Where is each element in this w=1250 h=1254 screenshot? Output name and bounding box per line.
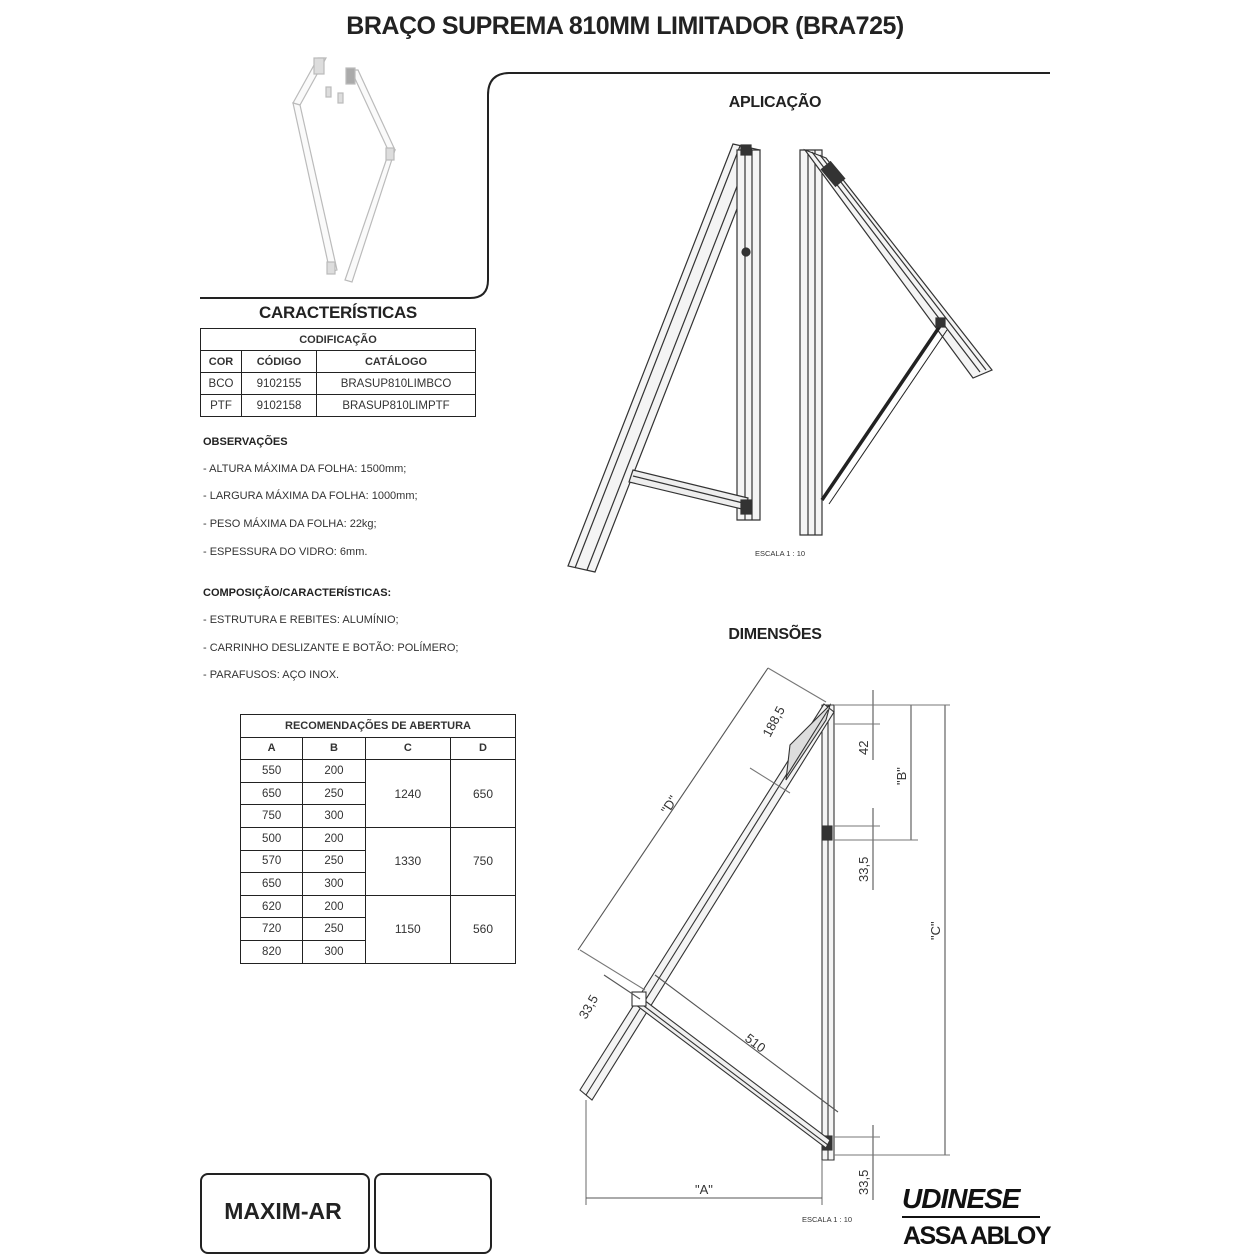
brand-sub-logo: ASSA ABLOY	[903, 1222, 1051, 1250]
dim-b-top-label: 42	[856, 740, 871, 755]
composicao-heading: COMPOSIÇÃO/CARACTERÍSTICAS:	[203, 587, 392, 599]
recomendacoes-table	[240, 714, 516, 964]
table-row: PTF 9102158 BRASUP810LIMPTF	[201, 395, 476, 417]
table-row: 820 300	[241, 940, 516, 963]
section-dimensoes: DIMENSÕES	[728, 626, 822, 643]
dimension-labels	[576, 704, 943, 1197]
codificacao-table	[200, 328, 476, 417]
col-b: B	[303, 737, 365, 760]
observacao-item: - LARGURA MÁXIMA DA FOLHA: 1000mm;	[203, 490, 418, 502]
col-d: D	[451, 737, 516, 760]
table-row: BCO 9102155 BRASUP810LIMBCO	[201, 373, 476, 395]
dim-d-top-label: 188,5	[759, 703, 788, 740]
dim-d-label: "D"	[657, 792, 681, 817]
table-row: 500 200 1330 750	[241, 827, 516, 850]
table-row: 650 300	[241, 873, 516, 896]
col-cor: COR	[201, 351, 242, 373]
dim-b-gap-label: 33,5	[856, 856, 871, 882]
col-c: C	[365, 737, 450, 760]
window-type-box	[374, 1173, 492, 1254]
product-photo-arm	[293, 58, 395, 282]
section-aplicacao: APLICAÇÃO	[728, 94, 822, 111]
application-drawing-right	[800, 150, 992, 535]
table-row: 550 200 1240 650	[241, 760, 516, 783]
dim-bottom-gap-label: 33,5	[856, 1169, 871, 1195]
table-row: 620 200 1150 560	[241, 895, 516, 918]
brand-logo: UDINESE	[902, 1183, 1020, 1214]
composicao-item: - PARAFUSOS: AÇO INOX.	[203, 669, 340, 681]
table-row: 720 250	[241, 918, 516, 941]
col-catalogo: CATÁLOGO	[317, 351, 476, 373]
page-title: BRAÇO SUPREMA 810MM LIMITADOR (BRA725)	[346, 12, 904, 40]
table-row: 750 300	[241, 805, 516, 828]
codificacao-heading: CODIFICAÇÃO	[201, 329, 476, 351]
observacoes-heading: OBSERVAÇÕES	[203, 436, 288, 448]
dim-c-label: "C"	[928, 921, 943, 940]
composicao-item: - ESTRUTURA E REBITES: ALUMÍNIO;	[203, 614, 399, 626]
observacao-item: - PESO MÁXIMA DA FOLHA: 22kg;	[203, 518, 377, 530]
observacao-item: - ALTURA MÁXIMA DA FOLHA: 1500mm;	[203, 463, 407, 475]
dim-arm-label: 510	[742, 1030, 769, 1056]
table-row: 570 250	[241, 850, 516, 873]
recomendacoes-heading: RECOMENDAÇÕES DE ABERTURA	[241, 715, 516, 738]
scale-label-aplicacao: ESCALA 1 : 10	[755, 549, 806, 558]
col-codigo: CÓDIGO	[242, 351, 317, 373]
dim-a-label: "A"	[695, 1182, 713, 1197]
table-row: 650 250	[241, 782, 516, 805]
dim-left-gap-label: 33,5	[575, 992, 602, 1022]
application-drawing-left	[568, 144, 760, 572]
section-caracteristicas: CARACTERÍSTICAS	[259, 303, 417, 322]
col-a: A	[241, 737, 303, 760]
composicao-item: - CARRINHO DESLIZANTE E BOTÃO: POLÍMERO;	[203, 642, 459, 654]
maxim-ar-label: MAXIM-AR	[224, 1198, 342, 1224]
dim-b-label: "B"	[894, 767, 909, 785]
observacao-item: - ESPESSURA DO VIDRO: 6mm.	[203, 546, 368, 558]
scale-label-dimensoes: ESCALA 1 : 10	[802, 1215, 853, 1224]
dimensions-drawing	[575, 668, 950, 1205]
